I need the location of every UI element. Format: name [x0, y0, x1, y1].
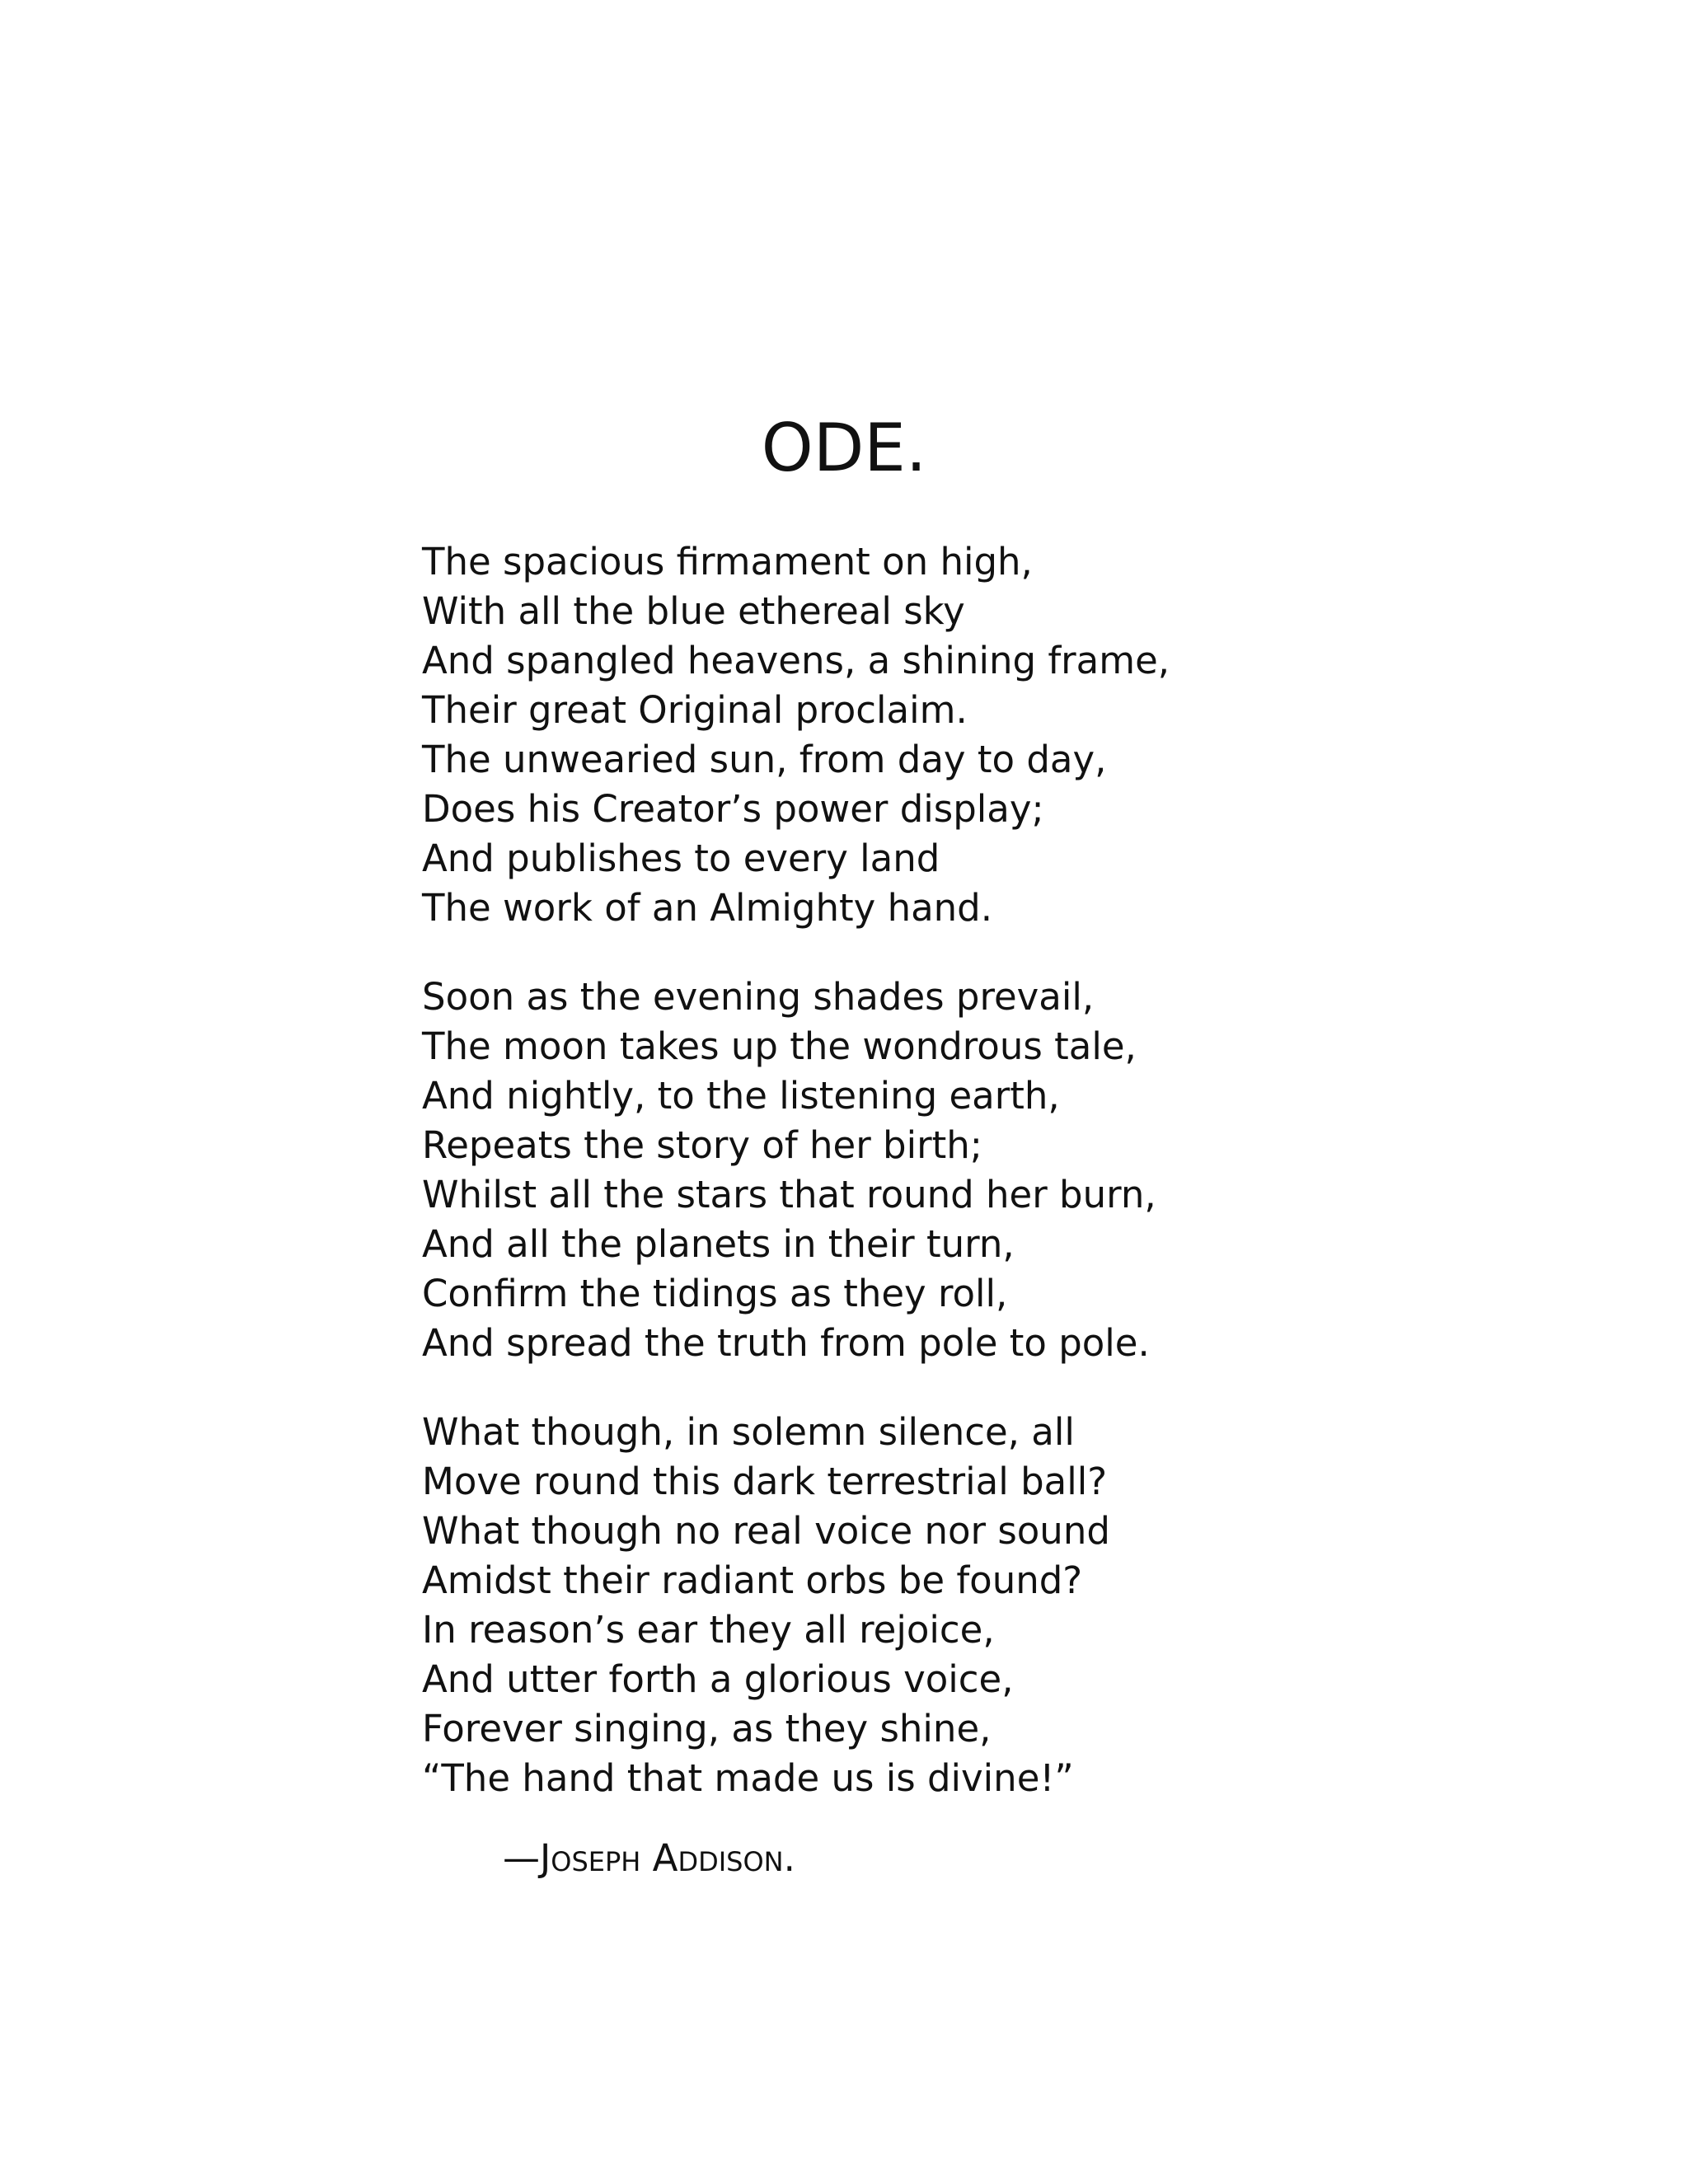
poem-line: Repeats the story of her birth; — [422, 1123, 982, 1167]
poem-line: And utter forth a glorious voice, — [422, 1657, 1014, 1701]
poem-line: Whilst all the stars that round her burn, — [422, 1173, 1156, 1216]
poem-line: And publishes to every land — [422, 837, 940, 880]
poem-line: Does his Creator’s power display; — [422, 787, 1044, 831]
poem-line: What though, in solemn silence, all — [422, 1410, 1075, 1454]
poem-line: The work of an Almighty hand. — [422, 886, 993, 930]
poem-line: Move round this dark terrestrial ball? — [422, 1460, 1108, 1503]
poem-line: In reason’s ear they all rejoice, — [422, 1608, 995, 1652]
poem-line: The moon takes up the wondrous tale, — [422, 1024, 1137, 1068]
poem-line: And all the planets in their turn, — [422, 1222, 1015, 1266]
poem-body — [422, 537, 1411, 1843]
poem-title: ODE. — [761, 410, 927, 486]
poem-line: Their great Original proclaim. — [422, 688, 968, 732]
poem-line: Forever singing, as they shine, — [422, 1707, 992, 1750]
author-name: Joseph Addison. — [540, 1836, 795, 1880]
stanza-1 — [422, 537, 1411, 933]
poem-line: What though no real voice nor sound — [422, 1509, 1110, 1553]
poem-line: And nightly, to the listening earth, — [422, 1074, 1060, 1118]
poem-line: Soon as the evening shades prevail, — [422, 975, 1095, 1019]
poem-line: The spacious firmament on high, — [422, 540, 1033, 583]
poem-line: With all the blue ethereal sky — [422, 589, 965, 633]
poem-line: And spangled heavens, a shining frame, — [422, 639, 1170, 682]
stanza-2 — [422, 972, 1411, 1368]
poem-line: “The hand that made us is divine!” — [422, 1756, 1074, 1800]
attribution-dash: — — [503, 1836, 540, 1880]
poem-line: Confirm the tidings as they roll, — [422, 1272, 1008, 1315]
author-attribution — [503, 1834, 795, 1883]
poem-line: And spread the truth from pole to pole. — [422, 1321, 1150, 1365]
poem-line: Amidst their radiant orbs be found? — [422, 1558, 1083, 1602]
stanza-3 — [422, 1408, 1411, 1803]
poem-line: The unwearied sun, from day to day, — [422, 738, 1107, 781]
